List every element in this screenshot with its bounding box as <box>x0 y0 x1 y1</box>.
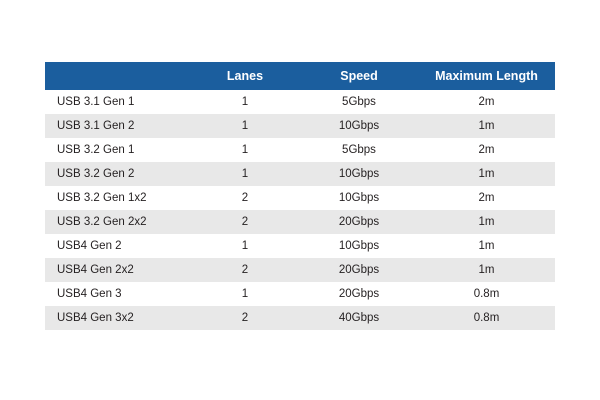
table-row <box>45 282 555 306</box>
table-row <box>45 90 555 114</box>
cell-speed: 5Gbps <box>300 90 418 114</box>
cell-standard: USB 3.2 Gen 2x2 <box>45 210 190 234</box>
cell-length: 1m <box>418 258 555 282</box>
table-header-row <box>45 62 555 90</box>
cell-lanes: 1 <box>190 282 300 306</box>
table-row <box>45 138 555 162</box>
cell-speed: 10Gbps <box>300 114 418 138</box>
table-row <box>45 162 555 186</box>
column-header-standard <box>45 62 190 90</box>
cell-length: 0.8m <box>418 282 555 306</box>
usb-spec-table-container <box>45 62 555 330</box>
table-row <box>45 114 555 138</box>
cell-lanes: 1 <box>190 234 300 258</box>
cell-length: 1m <box>418 210 555 234</box>
cell-length: 2m <box>418 186 555 210</box>
cell-speed: 20Gbps <box>300 210 418 234</box>
cell-lanes: 2 <box>190 258 300 282</box>
column-header-speed: Speed <box>300 62 418 90</box>
cell-speed: 5Gbps <box>300 138 418 162</box>
table-header <box>45 62 555 90</box>
cell-lanes: 1 <box>190 114 300 138</box>
table-body <box>45 90 555 330</box>
cell-standard: USB 3.1 Gen 2 <box>45 114 190 138</box>
cell-lanes: 2 <box>190 306 300 330</box>
cell-lanes: 1 <box>190 162 300 186</box>
cell-length: 2m <box>418 138 555 162</box>
cell-lanes: 1 <box>190 138 300 162</box>
cell-standard: USB4 Gen 2 <box>45 234 190 258</box>
cell-lanes: 2 <box>190 210 300 234</box>
cell-lanes: 1 <box>190 90 300 114</box>
cell-standard: USB4 Gen 3x2 <box>45 306 190 330</box>
cell-lanes: 2 <box>190 186 300 210</box>
table-row <box>45 210 555 234</box>
cell-speed: 20Gbps <box>300 282 418 306</box>
cell-length: 1m <box>418 114 555 138</box>
cell-standard: USB 3.1 Gen 1 <box>45 90 190 114</box>
column-header-maximum-length: Maximum Length <box>418 62 555 90</box>
cell-standard: USB4 Gen 2x2 <box>45 258 190 282</box>
table-row <box>45 234 555 258</box>
cell-standard: USB 3.2 Gen 2 <box>45 162 190 186</box>
cell-speed: 10Gbps <box>300 186 418 210</box>
table-row <box>45 306 555 330</box>
cell-standard: USB 3.2 Gen 1 <box>45 138 190 162</box>
cell-speed: 40Gbps <box>300 306 418 330</box>
cell-length: 1m <box>418 162 555 186</box>
cell-speed: 10Gbps <box>300 162 418 186</box>
table-row <box>45 186 555 210</box>
cell-speed: 20Gbps <box>300 258 418 282</box>
cell-length: 1m <box>418 234 555 258</box>
cell-standard: USB 3.2 Gen 1x2 <box>45 186 190 210</box>
cell-speed: 10Gbps <box>300 234 418 258</box>
cell-standard: USB4 Gen 3 <box>45 282 190 306</box>
cell-length: 0.8m <box>418 306 555 330</box>
cell-length: 2m <box>418 90 555 114</box>
column-header-lanes: Lanes <box>190 62 300 90</box>
usb-spec-table <box>45 62 555 330</box>
table-row <box>45 258 555 282</box>
